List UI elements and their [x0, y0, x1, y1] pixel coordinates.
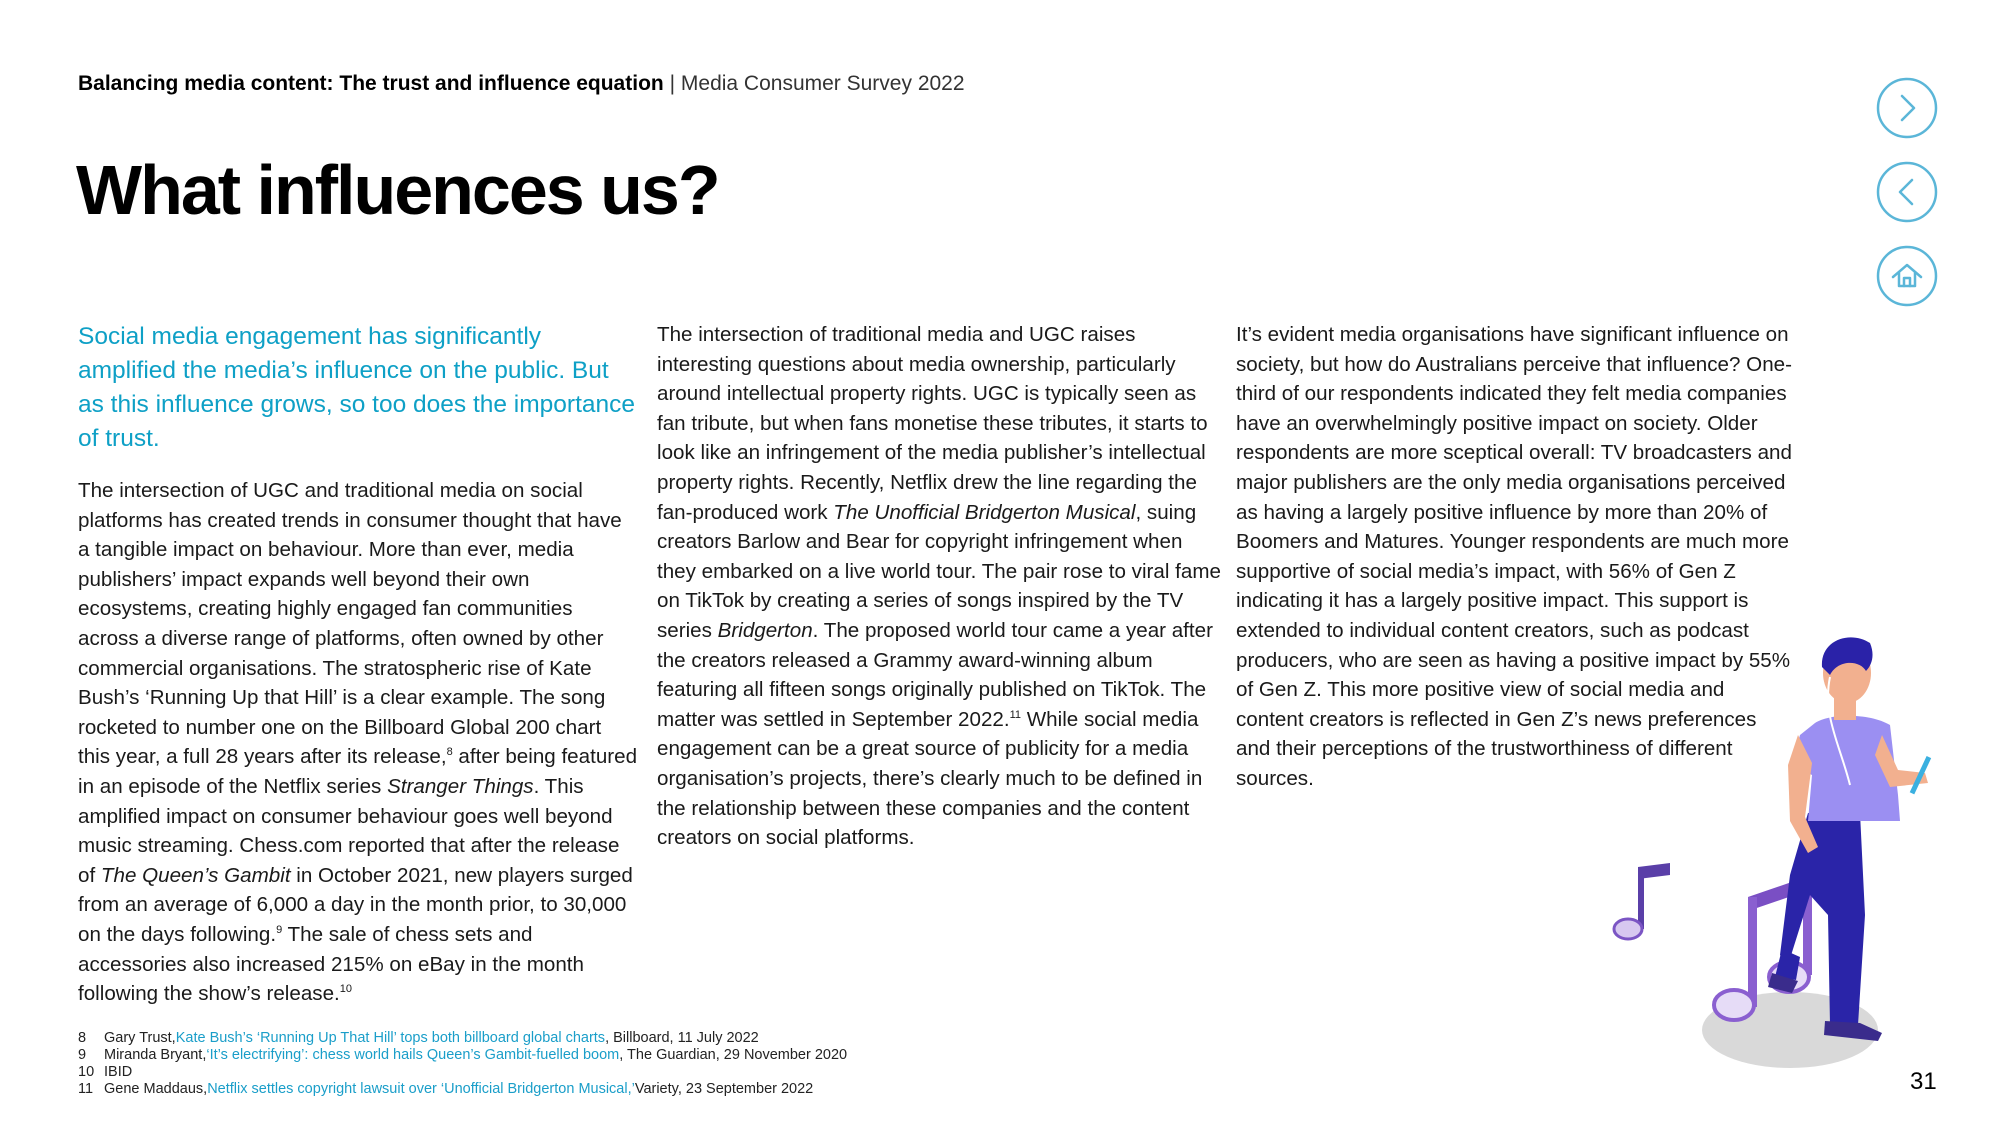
footnote-10	[78, 1064, 847, 1081]
document-header	[78, 72, 965, 96]
footnote-author: IBID	[104, 1064, 133, 1080]
previous-page-button[interactable]	[1876, 161, 1938, 223]
footnote-9	[78, 1047, 847, 1064]
lead-paragraph: Social media engagement has significantly amplified the media’s influence on the public. But as this influence grows, so too does the importance of trust.	[78, 323, 636, 452]
footnote-author: Gary Trust,	[104, 1030, 176, 1046]
footnote-number: 8	[78, 1030, 87, 1046]
header-subtitle: Media Consumer Survey 2022	[680, 72, 965, 95]
col1-text-4: in October 2021, new players surged from an average of 6,000 a day in the month prior, to 30,000 on the days following.	[78, 863, 633, 946]
footnote-ref-11: 11	[1009, 708, 1021, 721]
footnote-ref-10: 10	[339, 983, 353, 996]
next-page-button[interactable]	[1876, 77, 1938, 139]
title-stranger-things: Stranger Things	[387, 774, 534, 798]
header-title: Balancing media content: The trust and influence equation	[78, 72, 664, 95]
col2-text-2: , suing creators Barlow and Bear for copyright infringement when they embarked on a live world tour. The pair rose to viral fame on TikTok by creating a series of songs inspired by the TV series	[657, 500, 1221, 642]
footnote-link[interactable]: Netflix settles copyright lawsuit over ‘Unofficial Bridgerton Musical,’	[207, 1081, 635, 1097]
col1-text-5: The sale of chess sets and accessories also increased 215% on eBay in the month following the show’s release.	[78, 922, 584, 1006]
footnotes	[78, 1030, 847, 1098]
footnote-link[interactable]: ‘It’s electrifying’: chess world hails Queen’s Gambit-fuelled boom	[206, 1047, 620, 1063]
page-title: What influences us?	[76, 151, 719, 229]
col2-text-3: . The proposed world tour came a year after the creators released a Grammy award-winning album featuring all fifteen songs originally published on TikTok. The matter was settled in September 2022.	[657, 618, 1213, 731]
footnote-author: Miranda Bryant,	[104, 1047, 207, 1063]
col2-text-1: The intersection of traditional media and UGC raises interesting questions about media ownership, particularly around intellectual property rights. UGC is typically seen as fan tribute, but when fans monetise these tributes, it starts to look like an infringement of the media publisher’s intellectual property rights. Recently, Netflix drew the line regarding the fan-produced work	[657, 323, 1208, 524]
footnote-number: 9	[78, 1047, 87, 1063]
column-3-body: It’s evident media organisations have significant influence on society, but how do Australians perceive that influence? One-third of our respondents indicated they felt media companies have an overwhelmingly positive impact on society. Older respondents are more sceptical overall: TV broadcasters and major publishers are the only media organisations perceived as having a largely positive influence by more than 20% of Boomers and Matures. Younger respondents are much more supportive of social media’s impact, with 56% of Gen Z indicating it has a largely positive impact. This support is extended to individual content creators, such as podcast producers, who are seen as having a positive impact by 55% of Gen Z. This more positive view of social media and content creators is reflected in Gen Z’s news preferences and their perceptions of the trustworthiness of different sources.	[1236, 323, 1792, 790]
column-1-body	[78, 476, 638, 1009]
header-separator: |	[669, 72, 676, 95]
footnote-number: 11	[78, 1081, 94, 1097]
title-bridgerton: Bridgerton	[717, 618, 813, 642]
title-bridgerton-musical: The Unofficial Bridgerton Musical	[833, 500, 1136, 524]
col2-text-4: While social media engagement can be a great source of publicity for a media organisation’s projects, there’s clearly much to be defined in the relationship between these companies and the content creators on social platforms.	[657, 707, 1203, 850]
chevron-left-icon	[1876, 161, 1938, 223]
footnote-11	[78, 1081, 847, 1098]
footnote-link[interactable]: Kate Bush’s ‘Running Up That Hill’ tops both billboard global charts	[175, 1030, 606, 1046]
music-note-small-icon	[1614, 863, 1670, 939]
footnote-author: Gene Maddaus,	[104, 1081, 208, 1097]
col1-text-2: after being featured in an episode of the Netflix series	[78, 745, 638, 798]
column-1	[78, 320, 638, 1009]
footnote-source: , Billboard, 11 July 2022	[605, 1030, 759, 1046]
footnote-ref-8: 8	[446, 746, 453, 759]
footnote-source: , The Guardian, 29 November 2020	[619, 1047, 848, 1063]
footnote-number: 10	[78, 1064, 95, 1080]
home-icon	[1876, 245, 1938, 307]
home-button[interactable]	[1876, 245, 1938, 307]
column-2	[657, 320, 1227, 853]
footnote-ref-9: 9	[276, 924, 283, 937]
man-with-phone-illustration	[1420, 585, 1940, 1075]
column-2-body	[657, 320, 1227, 853]
col1-text-3: . This amplified impact on consumer behaviour goes well beyond music streaming. Chess.com reported that after the release of	[78, 774, 620, 887]
chevron-right-icon	[1876, 77, 1938, 139]
man-figure	[1768, 637, 1931, 1041]
title-queens-gambit: The Queen’s Gambit	[100, 863, 291, 887]
page-number: 31	[1910, 1068, 1937, 1095]
footnote-source: Variety, 23 September 2022	[634, 1081, 814, 1097]
footnote-8	[78, 1030, 847, 1047]
col1-text-1: The intersection of UGC and traditional media on social platforms has created trends in consumer thought that have a tangible impact on behaviour. More than ever, media publishers’ impact expands well beyond their own ecosystems, creating highly engaged fan communities across a diverse range of platforms, often owned by other commercial organisations. The stratospheric rise of Kate Bush’s ‘Running Up that Hill’ is a clear example. The song rocketed to number one on the Billboard Global 200 chart this year, a full 28 years after its release,	[78, 479, 622, 769]
